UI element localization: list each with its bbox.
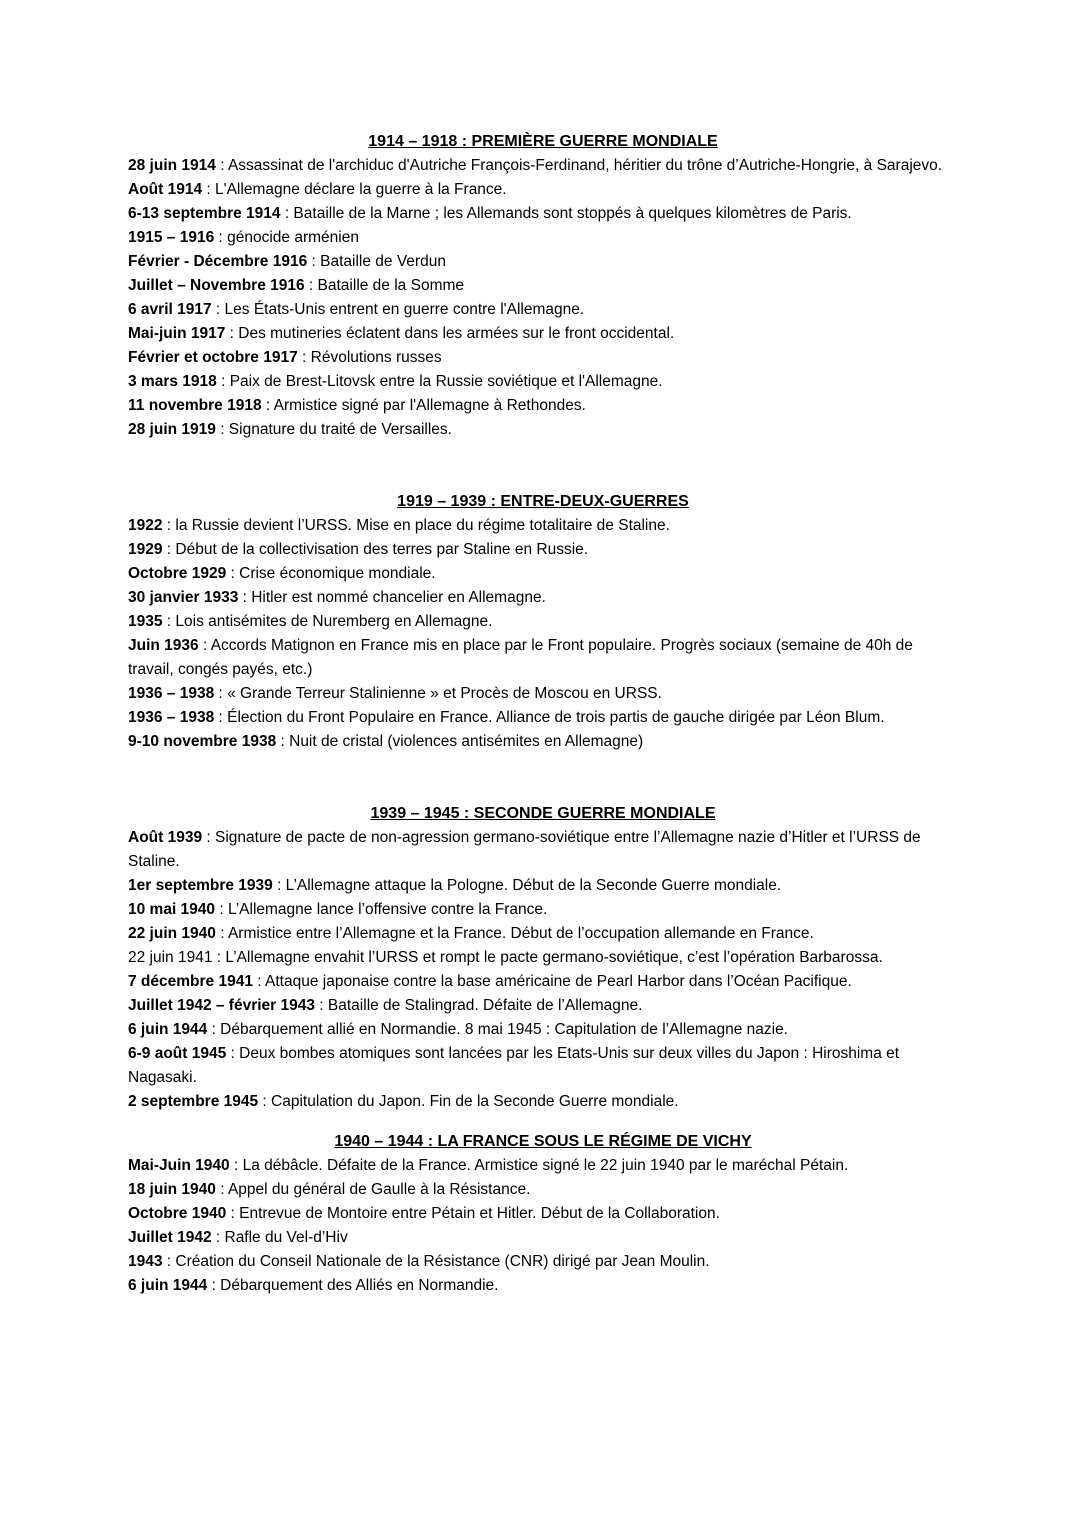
timeline-entry <box>128 394 958 418</box>
timeline-entry <box>128 562 958 586</box>
entry-date: 28 juin 1919 <box>128 421 216 438</box>
entry-description: : Bataille de Verdun <box>307 253 446 270</box>
entry-list <box>128 154 958 442</box>
entry-date: 6 juin 1944 <box>128 1021 208 1038</box>
entry-description: : Hitler est nommé chancelier en Allemagne. <box>238 589 546 606</box>
timeline-entry <box>128 946 958 970</box>
entry-description: : Accords Matignon en France mis en place par le Front populaire. Progrès sociaux (semaine de 40h de travail, congés payés, etc.) <box>128 637 913 678</box>
entry-description: : Capitulation du Japon. Fin de la Seconde Guerre mondiale. <box>258 1093 679 1110</box>
entry-description: : La débâcle. Défaite de la France. Armistice signé le 22 juin 1940 par le maréchal Pétain. <box>229 1157 849 1174</box>
entry-description: : L’Allemagne envahit l’URSS et rompt le pacte germano-soviétique, c’est l’opération Barbarossa. <box>212 949 883 966</box>
entry-description: : Armistice signé par l'Allemagne à Rethondes. <box>261 397 586 414</box>
timeline-entry <box>128 322 958 346</box>
entry-description: : Élection du Front Populaire en France. Alliance de trois partis de gauche dirigée par Léon Blum. <box>214 709 885 726</box>
entry-date: 28 juin 1914 <box>128 157 216 174</box>
timeline-entry <box>128 418 958 442</box>
entry-description: : Révolutions russes <box>297 349 442 366</box>
entry-description: : Bataille de la Somme <box>304 277 465 294</box>
timeline-entry <box>128 922 958 946</box>
timeline-entry <box>128 826 958 874</box>
timeline-entry <box>128 730 958 754</box>
section-premiere-guerre-mondiale <box>128 130 958 442</box>
entry-date: Février et octobre 1917 <box>128 349 298 366</box>
entry-description: : Création du Conseil Nationale de la Résistance (CNR) dirigé par Jean Moulin. <box>162 1253 710 1270</box>
entry-description: : Paix de Brest-Litovsk entre la Russie soviétique et l'Allemagne. <box>216 373 663 390</box>
timeline-entry <box>128 586 958 610</box>
entry-list <box>128 514 958 754</box>
timeline-entry <box>128 1226 958 1250</box>
entry-date: 1936 – 1938 <box>128 709 215 726</box>
timeline-entry <box>128 298 958 322</box>
timeline-entry <box>128 250 958 274</box>
entry-description: : L’Allemagne lance l’offensive contre la France. <box>215 901 548 918</box>
entry-date: Juin 1936 <box>128 637 199 654</box>
section-title: 1940 – 1944 : LA FRANCE SOUS LE RÉGIME DE VICHY <box>334 1133 752 1150</box>
entry-description: : Rafle du Vel-d’Hiv <box>211 1229 348 1246</box>
timeline-entry <box>128 1090 958 1114</box>
entry-date: 1929 <box>128 541 163 558</box>
entry-date: 6 juin 1944 <box>128 1277 208 1294</box>
entry-description: : Bataille de Stalingrad. Défaite de l’Allemagne. <box>315 997 643 1014</box>
entry-date: 2 septembre 1945 <box>128 1093 259 1110</box>
entry-description: : Bataille de la Marne ; les Allemands sont stoppés à quelques kilomètres de Paris. <box>280 205 852 222</box>
entry-date: Août 1914 <box>128 181 203 198</box>
timeline-entry <box>128 994 958 1018</box>
entry-description: : Crise économique mondiale. <box>226 565 436 582</box>
entry-date: Juillet 1942 <box>128 1229 212 1246</box>
timeline-entry <box>128 1042 958 1090</box>
timeline-entry <box>128 1250 958 1274</box>
entry-description: : Entrevue de Montoire entre Pétain et Hitler. Début de la Collaboration. <box>226 1205 720 1222</box>
entry-date: 9-10 novembre 1938 <box>128 733 277 750</box>
entry-description: : Deux bombes atomiques sont lancées par les Etats-Unis sur deux villes du Japon : Hiroshima et Nagasaki. <box>128 1045 900 1086</box>
entry-description: : Des mutineries éclatent dans les armées sur le front occidental. <box>225 325 675 342</box>
timeline-entry <box>128 1154 958 1178</box>
entry-description: : « Grande Terreur Stalinienne » et Procès de Moscou en URSS. <box>214 685 662 702</box>
entry-date: 6-13 septembre 1914 <box>128 205 281 222</box>
section-seconde-guerre-mondiale <box>128 802 958 1114</box>
timeline-entry <box>128 610 958 634</box>
section-entre-deux-guerres <box>128 490 958 754</box>
timeline-entry <box>128 178 958 202</box>
entry-description: : Les États-Unis entrent en guerre contre l'Allemagne. <box>211 301 585 318</box>
entry-list <box>128 826 958 1114</box>
entry-description: : Assassinat de l'archiduc d'Autriche François-Ferdinand, héritier du trône d’Autriche-Hongrie, à Sarajevo. <box>215 157 943 174</box>
entry-date: 30 janvier 1933 <box>128 589 239 606</box>
entry-date: 22 juin 1940 <box>128 925 216 942</box>
entry-description: : Lois antisémites de Nuremberg en Allemagne. <box>162 613 493 630</box>
entry-description: : génocide arménien <box>214 229 359 246</box>
timeline-entry <box>128 538 958 562</box>
entry-description: : L'Allemagne déclare la guerre à la France. <box>202 181 507 198</box>
timeline-entry <box>128 514 958 538</box>
section-title: 1919 – 1939 : ENTRE-DEUX-GUERRES <box>397 493 689 510</box>
entry-description: : Armistice entre l’Allemagne et la France. Début de l’occupation allemande en France. <box>215 925 814 942</box>
entry-date: 3 mars 1918 <box>128 373 217 390</box>
entry-description: : la Russie devient l’URSS. Mise en place du régime totalitaire de Staline. <box>162 517 670 534</box>
entry-date: 1943 <box>128 1253 163 1270</box>
timeline-entry <box>128 1018 958 1042</box>
entry-description: : Débarquement allié en Normandie. 8 mai 1945 : Capitulation de l’Allemagne nazie. <box>207 1021 788 1038</box>
entry-date: 1936 – 1938 <box>128 685 215 702</box>
timeline-entry <box>128 1178 958 1202</box>
entry-description: : Appel du général de Gaulle à la Résistance. <box>215 1181 531 1198</box>
entry-description: : Signature de pacte de non-agression germano-soviétique entre l’Allemagne nazie d’Hitler et l’URSS de Staline. <box>128 829 921 870</box>
timeline-entry <box>128 706 958 730</box>
entry-description: : Nuit de cristal (violences antisémites en Allemagne) <box>276 733 644 750</box>
entry-date: 22 juin 1941 <box>128 949 213 966</box>
timeline-entry <box>128 1202 958 1226</box>
timeline-entry <box>128 634 958 682</box>
entry-date: Février - Décembre 1916 <box>128 253 308 270</box>
entry-date: Mai-Juin 1940 <box>128 1157 230 1174</box>
entry-date: 11 novembre 1918 <box>128 397 262 414</box>
entry-date: 6 avril 1917 <box>128 301 212 318</box>
timeline-entry <box>128 370 958 394</box>
entry-date: 6-9 août 1945 <box>128 1045 227 1062</box>
document-body <box>128 130 958 1298</box>
entry-date: Octobre 1940 <box>128 1205 227 1222</box>
timeline-entry <box>128 1274 958 1298</box>
section-regime-de-vichy <box>128 1130 958 1298</box>
timeline-entry <box>128 898 958 922</box>
entry-date: 1915 – 1916 <box>128 229 215 246</box>
entry-date: 7 décembre 1941 <box>128 973 253 990</box>
timeline-entry <box>128 970 958 994</box>
entry-date: Août 1939 <box>128 829 203 846</box>
entry-date: 18 juin 1940 <box>128 1181 216 1198</box>
entry-date: 10 mai 1940 <box>128 901 216 918</box>
entry-date: 1935 <box>128 613 163 630</box>
entry-description: : L’Allemagne attaque la Pologne. Début de la Seconde Guerre mondiale. <box>272 877 782 894</box>
timeline-entry <box>128 226 958 250</box>
entry-date: Octobre 1929 <box>128 565 227 582</box>
entry-description: : Débarquement des Alliés en Normandie. <box>207 1277 499 1294</box>
timeline-entry <box>128 874 958 898</box>
entry-date: Mai-juin 1917 <box>128 325 226 342</box>
entry-description: : Signature du traité de Versailles. <box>215 421 452 438</box>
entry-date: 1922 <box>128 517 163 534</box>
section-title: 1939 – 1945 : SECONDE GUERRE MONDIALE <box>370 805 716 822</box>
timeline-entry <box>128 154 958 178</box>
entry-date: Juillet – Novembre 1916 <box>128 277 305 294</box>
section-title: 1914 – 1918 : PREMIÈRE GUERRE MONDIALE <box>368 133 718 150</box>
timeline-entry <box>128 346 958 370</box>
timeline-entry <box>128 202 958 226</box>
entry-date: Juillet 1942 – février 1943 <box>128 997 315 1014</box>
timeline-entry <box>128 274 958 298</box>
timeline-entry <box>128 682 958 706</box>
entry-list <box>128 1154 958 1298</box>
entry-date: 1er septembre 1939 <box>128 877 273 894</box>
entry-description: : Début de la collectivisation des terres par Staline en Russie. <box>162 541 589 558</box>
entry-description: : Attaque japonaise contre la base américaine de Pearl Harbor dans l’Océan Pacifique. <box>252 973 852 990</box>
